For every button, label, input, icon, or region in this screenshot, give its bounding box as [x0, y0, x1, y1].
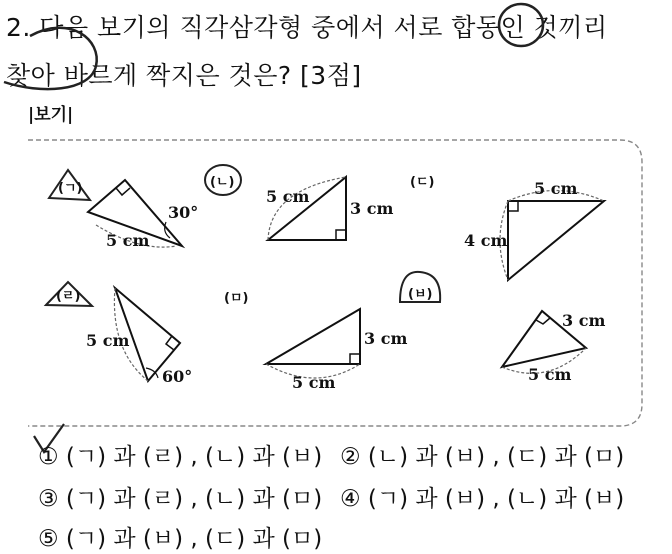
figure-label-d: (ㄹ)	[56, 289, 81, 304]
handwritten-circle-mark	[499, 4, 543, 46]
question-line-2: 찾아 바르게 짝지은 것은? [3점]	[6, 61, 362, 90]
question-line-1: 2. 다음 보기의 직각삼각형 중에서 서로 합동인 것끼리	[6, 13, 608, 42]
length-label-4cm: 4 cm	[464, 231, 508, 250]
handwritten-circle-mark	[4, 28, 97, 89]
triangle-figure-c	[410, 175, 604, 280]
length-label-3cm: 3 cm	[350, 199, 394, 218]
angle-label-60: 60°	[162, 367, 193, 386]
answer-choice-3[interactable]: ③ (ㄱ) 과 (ㄹ) , (ㄴ) 과 (ㅁ)	[38, 486, 323, 512]
triangle-figure-a	[49, 170, 198, 250]
answer-choice-1[interactable]: ① (ㄱ) 과 (ㄹ) , (ㄴ) 과 (ㅂ)	[38, 444, 323, 470]
length-label-5cm: 5 cm	[292, 373, 336, 392]
answer-choice-4[interactable]: ④ (ㄱ) 과 (ㅂ) , (ㄴ) 과 (ㅂ)	[340, 486, 625, 512]
triangle-figure-d	[46, 282, 192, 386]
length-label-5cm: 5 cm	[106, 231, 150, 250]
length-label-5cm: 5 cm	[528, 365, 572, 384]
angle-label-30: 30°	[168, 203, 199, 222]
answer-choice-5[interactable]: ⑤ (ㄱ) 과 (ㅂ) , (ㄷ) 과 (ㅁ)	[38, 526, 323, 552]
triangle-figure-f	[400, 272, 605, 384]
length-label-5cm: 5 cm	[534, 179, 578, 198]
figure-label-f: (ㅂ)	[408, 287, 433, 302]
answer-choice-2[interactable]: ② (ㄴ) 과 (ㅂ) , (ㄷ) 과 (ㅁ)	[340, 444, 625, 470]
length-label-5cm: 5 cm	[266, 187, 310, 206]
triangle-figure-e	[224, 291, 407, 392]
figure-label-a: (ㄱ)	[58, 181, 83, 196]
figure-label-e: (ㅁ)	[224, 291, 249, 306]
figure-label-b: (ㄴ)	[210, 175, 235, 190]
triangle-figure-b	[205, 165, 393, 240]
length-label-3cm: 3 cm	[562, 311, 606, 330]
length-label-3cm: 3 cm	[364, 329, 408, 348]
bogi-label: |보기|	[28, 105, 74, 125]
length-label-5cm: 5 cm	[86, 331, 130, 350]
figure-label-c: (ㄷ)	[410, 175, 435, 190]
